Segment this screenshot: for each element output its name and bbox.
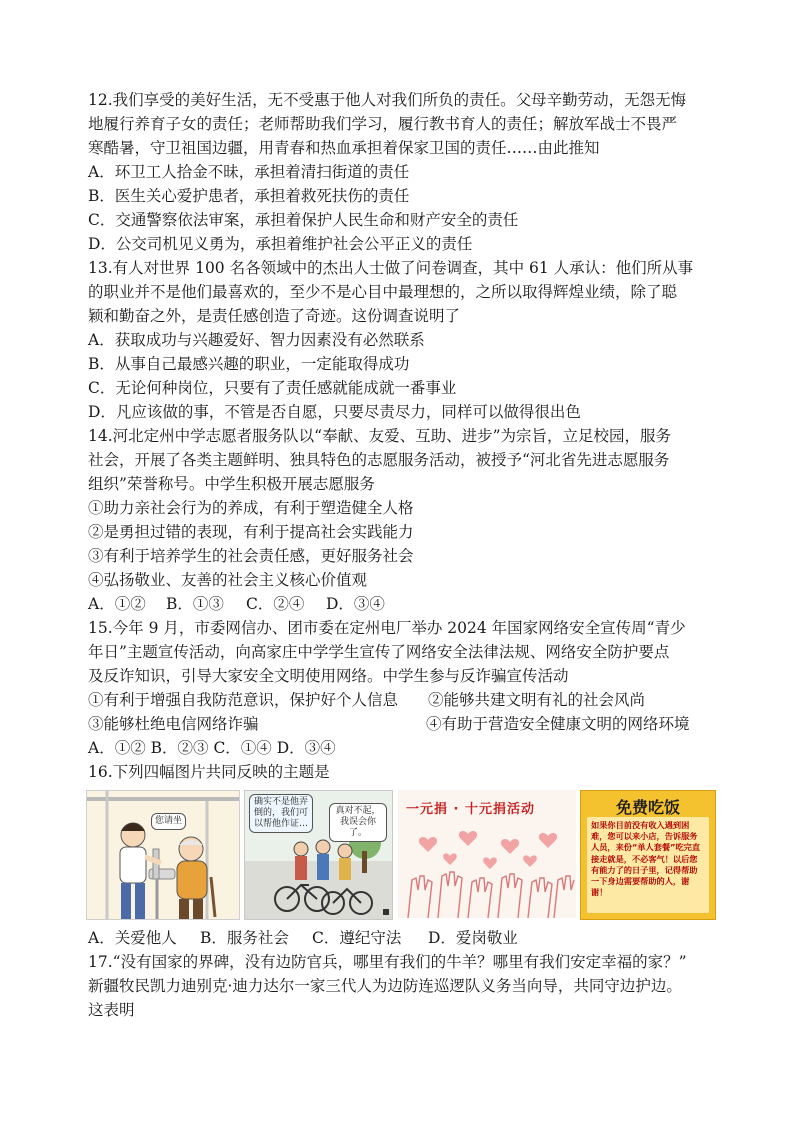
- q14-choices: [88, 592, 385, 616]
- q16-choice-b[interactable]: B．服务社会: [200, 929, 289, 947]
- q15-item-3: ③能够杜绝电信网络诈骗: [88, 715, 259, 733]
- q16-picture-free-meal: [580, 790, 716, 920]
- q14-item-2: ②是勇担过错的表现，有利于提高社会实践能力: [88, 523, 414, 541]
- q13-stem-line-3: 颖和勤奋之外，是责任感创造了奇迹。这份调查说明了: [88, 307, 461, 325]
- q16-choices: [88, 926, 518, 950]
- q14-choice-c[interactable]: C．②④: [246, 595, 305, 613]
- pic3-title: 一元捐 · 十元捐活动: [406, 802, 535, 817]
- q15-stem-line-3: 及反诈知识，引导大家安全文明使用网络。中学生参与反诈骗宣传活动: [88, 667, 569, 685]
- pic4-notice-text: 如果你目前没有收入遇到困难，您可以来小店，告诉服务人员，来份“单人套餐”吃完直接走就是，不必客气！以后您有能力了的日子里，记得帮助一下身边需要帮助的人，谢谢！: [587, 817, 709, 913]
- q14-choice-b[interactable]: B．①③: [166, 595, 224, 613]
- q13-stem-line-2: 的职业并不是他们最喜欢的，至少不是心目中最理想的，之所以取得辉煌业绩，除了聪: [88, 283, 678, 301]
- q16-choice-d[interactable]: D．爱岗敬业: [428, 929, 518, 947]
- q12-option-a[interactable]: A．环卫工人拾金不昧，承担着清扫街道的责任: [88, 163, 410, 181]
- q12-option-b[interactable]: B．医生关心爱护患者，承担着救死扶伤的责任: [88, 187, 410, 205]
- q16-picture-bicycle-witness: [244, 790, 393, 920]
- q14-stem-line-2: 社会，开展了各类主题鲜明、独具特色的志愿服务活动，被授予“河北省先进志愿服务: [88, 451, 670, 469]
- q14-stem-line-3: 组织”荣誉称号。中学生积极开展志愿服务: [88, 475, 375, 493]
- q12-option-c[interactable]: C．交通警察依法审案，承担着保护人民生命和财产安全的责任: [88, 211, 519, 229]
- q14-choice-a[interactable]: A．①②: [88, 595, 146, 613]
- q13-option-b[interactable]: B．从事自己最感兴趣的职业，一定能取得成功: [88, 355, 410, 373]
- q14-item-3: ③有利于培养学生的社会责任感，更好服务社会: [88, 547, 414, 565]
- bus-seat-illustration: [87, 791, 239, 919]
- pic1-speech-bubble: 您请坐: [151, 813, 186, 830]
- pic2-speech-bubble-2: 真对不起，我误会你了。: [329, 803, 387, 842]
- q15-item-1: ①有利于增强自我防范意识，保护好个人信息: [88, 691, 399, 709]
- q17-stem-line-3: 这表明: [88, 1001, 135, 1019]
- q14-item-1: ①助力亲社会行为的养成，有利于塑造健全人格: [88, 499, 414, 517]
- q16-choice-c[interactable]: C．遵纪守法: [312, 929, 402, 947]
- q13-option-d[interactable]: D．凡应该做的事，不管是否自愿，只要尽责尽力，同样可以做得很出色: [88, 403, 581, 421]
- q17-stem-line-2: 新疆牧民凯力迪别克·迪力达尔一家三代人为边防连巡逻队义务当向导，共同守边护边。: [88, 977, 682, 995]
- q13-option-c[interactable]: C．无论何种岗位，只要有了责任感就能成就一番事业: [88, 379, 457, 397]
- q14-choice-d[interactable]: D．③④: [326, 595, 385, 613]
- q12-stem-line-1: 12.我们享受的美好生活，无不受惠于他人对我们所负的责任。父母辛勤劳动，无怨无悔: [88, 91, 687, 109]
- q13-option-a[interactable]: A．获取成功与兴趣爱好、智力因素没有必然联系: [88, 331, 425, 349]
- q14-stem-line-1: 14.河北定州中学志愿者服务队以“奉献、友爱、互助、进步”为宗旨，立足校园，服务: [88, 427, 672, 445]
- q16-stem: 16.下列四幅图片共同反映的主题是: [88, 763, 330, 781]
- q15-choices[interactable]: A．①② B．②③ C．①④ D．③④: [88, 739, 336, 757]
- q15-stem-line-1: 15.今年 9 月，市委网信办、团市委在定州电厂举办 2024 年国家网络安全宣传周“青少: [88, 619, 686, 637]
- q15-stem-line-2: 年日”主题宣传活动，向高家庄中学学生宣传了网络安全法律法规、网络安全防护要点: [88, 643, 670, 661]
- q12-option-d[interactable]: D．公交司机见义勇为，承担着维护社会公平正义的责任: [88, 235, 473, 253]
- pic2-speech-bubble-1: 确实不是他弄倒的，我们可以帮他作证…: [249, 794, 313, 833]
- q12-stem-line-3: 寒酷暑，守卫祖国边疆，用青春和热血承担着保家卫国的责任……由此推知: [88, 139, 600, 157]
- q16-picture-offer-seat: [86, 790, 240, 920]
- q16-choice-a[interactable]: A．关爱他人: [88, 929, 177, 947]
- q16-picture-donation: [398, 790, 576, 918]
- q13-stem-line-1: 13.有人对世界 100 名各领域中的杰出人士做了问卷调查，其中 61 人承认：他们所从事: [88, 259, 694, 277]
- pic4-title: 免费吃饭: [615, 798, 680, 817]
- q15-item-4: ④有助于营造安全健康文明的网络环境: [426, 715, 690, 733]
- q15-item-2: ②能够共建文明有礼的社会风尚: [428, 691, 646, 709]
- q17-stem-line-1: 17.“没有国家的界碑，没有边防官兵，哪里有我们的牛羊？哪里有我们安定幸福的家？”: [88, 953, 687, 971]
- q14-item-4: ④弘扬敬业、友善的社会主义核心价值观: [88, 571, 368, 589]
- q12-stem-line-2: 地履行养育子女的责任；老师帮助我们学习，履行教书育人的责任；解放军战士不畏严: [88, 115, 678, 133]
